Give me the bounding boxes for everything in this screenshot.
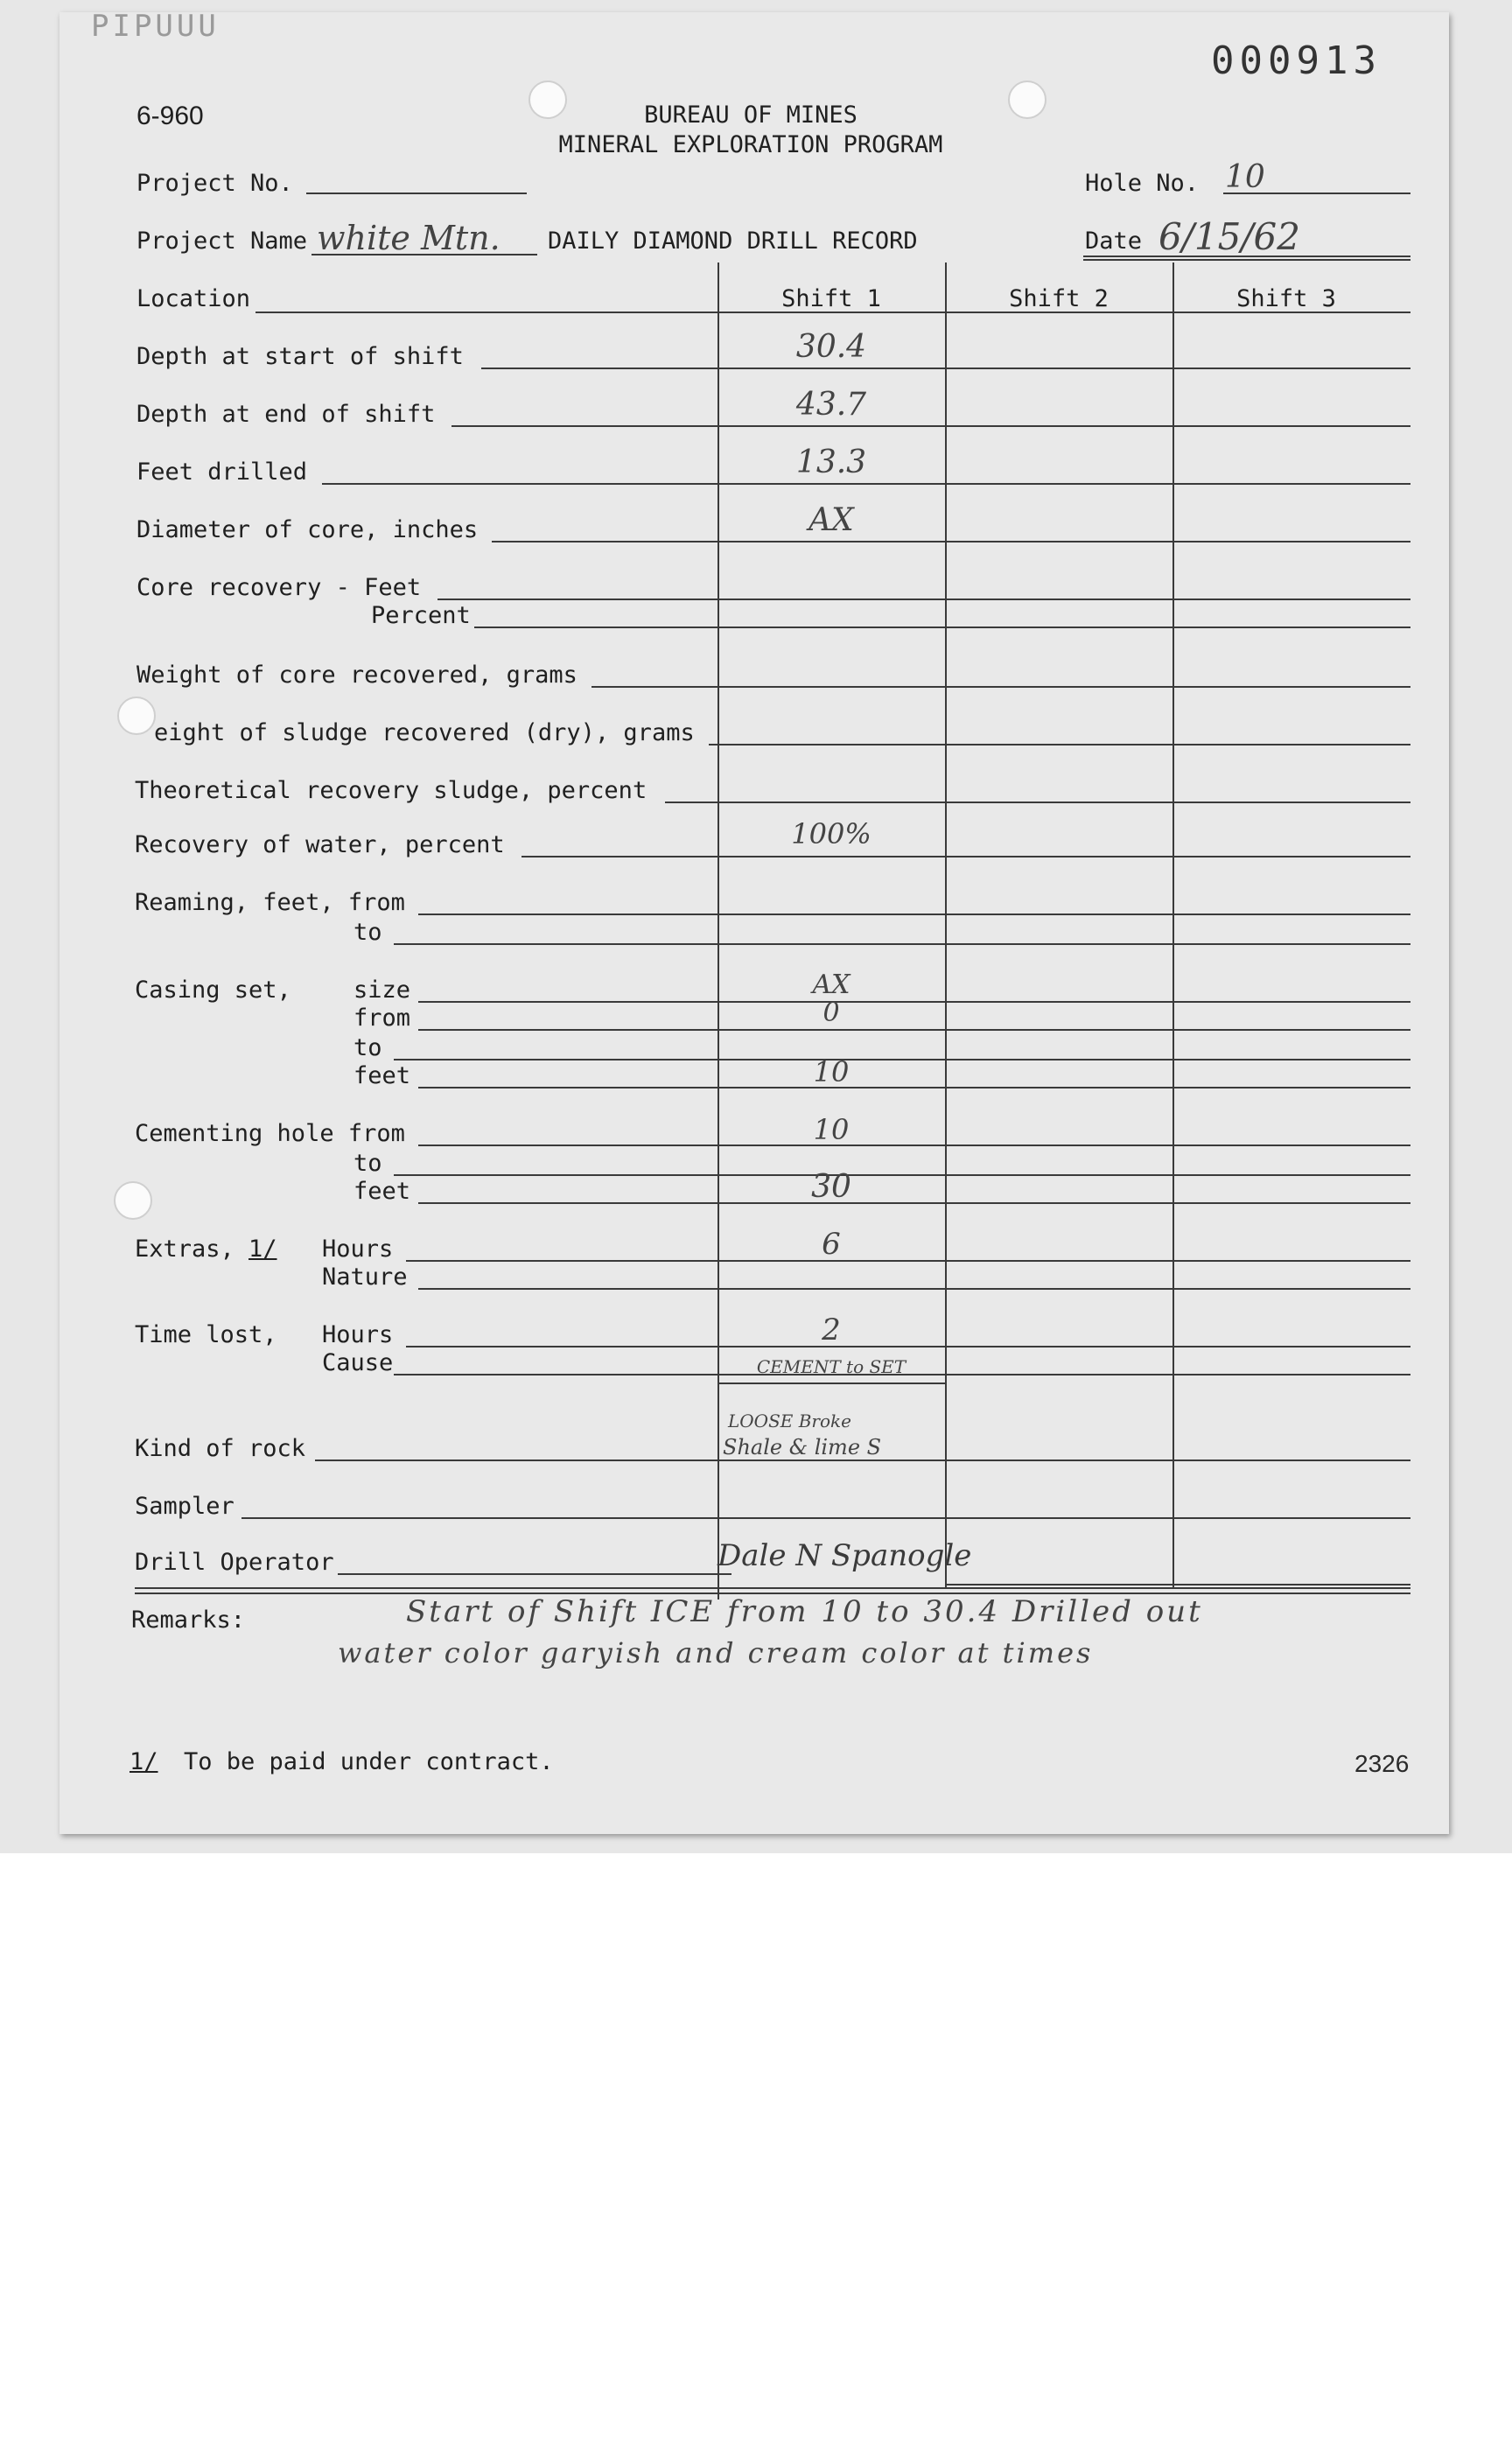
cement-from-label: Cementing hole from: [135, 1120, 405, 1147]
cement-feet-label: feet: [354, 1178, 411, 1205]
form-number: 6-960: [136, 102, 204, 130]
header-rule-2: [1083, 259, 1410, 261]
reaming-to-underline: [394, 943, 1410, 945]
footnote-ref: 1/: [130, 1748, 158, 1775]
core-diameter-underline: [492, 541, 1410, 542]
hole-no-value: 10: [1225, 159, 1265, 195]
project-name-value: white Mtn.: [317, 219, 500, 257]
document-number: 000913: [1211, 38, 1382, 83]
operator-row-rule: [945, 1584, 1410, 1586]
core-diameter-shift1: AX: [808, 502, 854, 538]
project-no-label: Project No.: [136, 170, 293, 197]
drill-operator-underline: [338, 1573, 732, 1575]
shift2-header: Shift 2: [1009, 285, 1109, 312]
depth-start-underline: [481, 368, 1410, 369]
feet-drilled-underline: [322, 483, 1410, 485]
depth-end-underline: [452, 425, 1410, 427]
table-bottom-rule: [135, 1587, 1410, 1589]
extras-nature-label: Nature: [322, 1264, 408, 1291]
extras-hours-label: Hours: [322, 1236, 394, 1263]
project-no-underline: [306, 192, 527, 194]
sampler-underline: [242, 1517, 1410, 1519]
water-recovery-shift1: 100%: [791, 817, 872, 850]
drill-operator-label: Drill Operator: [135, 1549, 334, 1576]
punch-hole-lower: [114, 1181, 152, 1220]
reaming-from-underline: [418, 914, 1410, 915]
casing-from-label: from: [354, 1004, 411, 1032]
form-title: DAILY DIAMOND DRILL RECORD: [548, 228, 918, 255]
agency-title: BUREAU OF MINES: [644, 102, 858, 129]
casing-feet-shift1: 10: [813, 1055, 850, 1088]
punch-hole-top-right: [1008, 80, 1046, 119]
feet-drilled-shift1: 13.3: [795, 444, 867, 480]
sludge-weight-underline: [709, 744, 1410, 746]
casing-size-shift1: AX: [812, 970, 850, 1000]
core-recovery-percent-underline: [474, 626, 1410, 628]
depth-end-label: Depth at end of shift: [136, 401, 436, 428]
footnote-text: To be paid under contract.: [184, 1748, 554, 1775]
remarks-line1: Start of Shift ICE from 10 to 30.4 Drilled out: [406, 1594, 1203, 1629]
sludge-weight-label: eight of sludge recovered (dry), grams: [154, 719, 695, 746]
kind-of-rock-underline: [315, 1460, 1410, 1461]
casing-size-label: size: [354, 976, 411, 1004]
reaming-from-label: Reaming, feet, from: [135, 889, 405, 916]
extras-label: Extras,: [135, 1236, 234, 1263]
casing-from-underline: [418, 1029, 1410, 1031]
drill-operator-signature: Dale N Spanogle: [718, 1538, 972, 1573]
extras-nature-underline: [418, 1288, 1410, 1290]
date-value: 6/15/62: [1158, 215, 1300, 258]
casing-to-label: to: [354, 1034, 382, 1061]
water-recovery-underline: [522, 856, 1410, 858]
depth-end-shift1: 43.7: [795, 387, 867, 423]
theoretical-sludge-underline: [665, 802, 1410, 803]
remarks-line2: water color garyish and cream color at times: [338, 1636, 1094, 1670]
core-diameter-label: Diameter of core, inches: [136, 516, 479, 543]
shift1-header: Shift 1: [781, 285, 881, 312]
hole-no-underline: [1223, 192, 1410, 194]
lost-cause-label: Cause: [322, 1349, 394, 1376]
extras-hours-shift1: 6: [822, 1227, 841, 1262]
kind-of-rock-shift1-line2: Shale & lime S: [723, 1435, 882, 1460]
punch-hole-middle: [117, 696, 156, 735]
cement-to-label: to: [354, 1150, 382, 1177]
core-weight-underline: [592, 686, 1410, 688]
lost-hours-shift1: 2: [822, 1312, 841, 1348]
program-title: MINERAL EXPLORATION PROGRAM: [558, 131, 943, 158]
drill-record-form: [60, 9, 1449, 1834]
hole-no-label: Hole No.: [1085, 170, 1200, 197]
location-label: Location: [136, 285, 251, 312]
lost-hours-label: Hours: [322, 1321, 394, 1348]
cement-feet-shift1: 30: [811, 1169, 851, 1205]
remarks-label: Remarks:: [131, 1606, 246, 1634]
location-underline: [256, 312, 718, 313]
page-code: 2326: [1354, 1750, 1410, 1777]
stamp-top-left: PIPUUU: [91, 9, 220, 44]
reaming-to-label: to: [354, 919, 382, 946]
lost-cause-shift1: CEMENT to SET: [756, 1356, 906, 1377]
project-name-underline: [312, 254, 537, 256]
sampler-label: Sampler: [135, 1493, 234, 1520]
casing-feet-label: feet: [354, 1062, 411, 1089]
shift3-header: Shift 3: [1236, 285, 1336, 312]
shift3-left-border: [1172, 262, 1174, 1587]
casing-set-label: Casing set,: [135, 976, 291, 1004]
feet-drilled-label: Feet drilled: [136, 458, 308, 486]
depth-start-label: Depth at start of shift: [136, 343, 464, 370]
time-lost-label: Time lost,: [135, 1321, 277, 1348]
kind-of-rock-label: Kind of rock: [135, 1435, 306, 1462]
date-label: Date: [1085, 228, 1143, 255]
extras-footnote-ref: 1/: [248, 1236, 277, 1263]
core-weight-label: Weight of core recovered, grams: [136, 662, 578, 689]
shift2-left-border: [945, 262, 947, 1587]
header-rule: [1083, 256, 1410, 257]
header-row-line: [718, 312, 1410, 313]
core-recovery-feet-underline: [438, 598, 1410, 600]
core-recovery-feet-label: Core recovery - Feet: [136, 574, 422, 601]
project-name-label: Project Name: [136, 228, 308, 255]
water-recovery-label: Recovery of water, percent: [135, 831, 505, 858]
theoretical-sludge-label: Theoretical recovery sludge, percent: [135, 777, 648, 804]
cement-from-shift1: 10: [813, 1113, 850, 1146]
depth-start-shift1: 30.4: [795, 329, 867, 365]
casing-from-shift1: 0: [822, 998, 840, 1028]
kind-of-rock-shift1-line1: LOOSE Broke: [728, 1410, 851, 1432]
lost-cause-shift1-box: [718, 1382, 945, 1384]
core-recovery-percent-label: Percent: [371, 602, 471, 629]
